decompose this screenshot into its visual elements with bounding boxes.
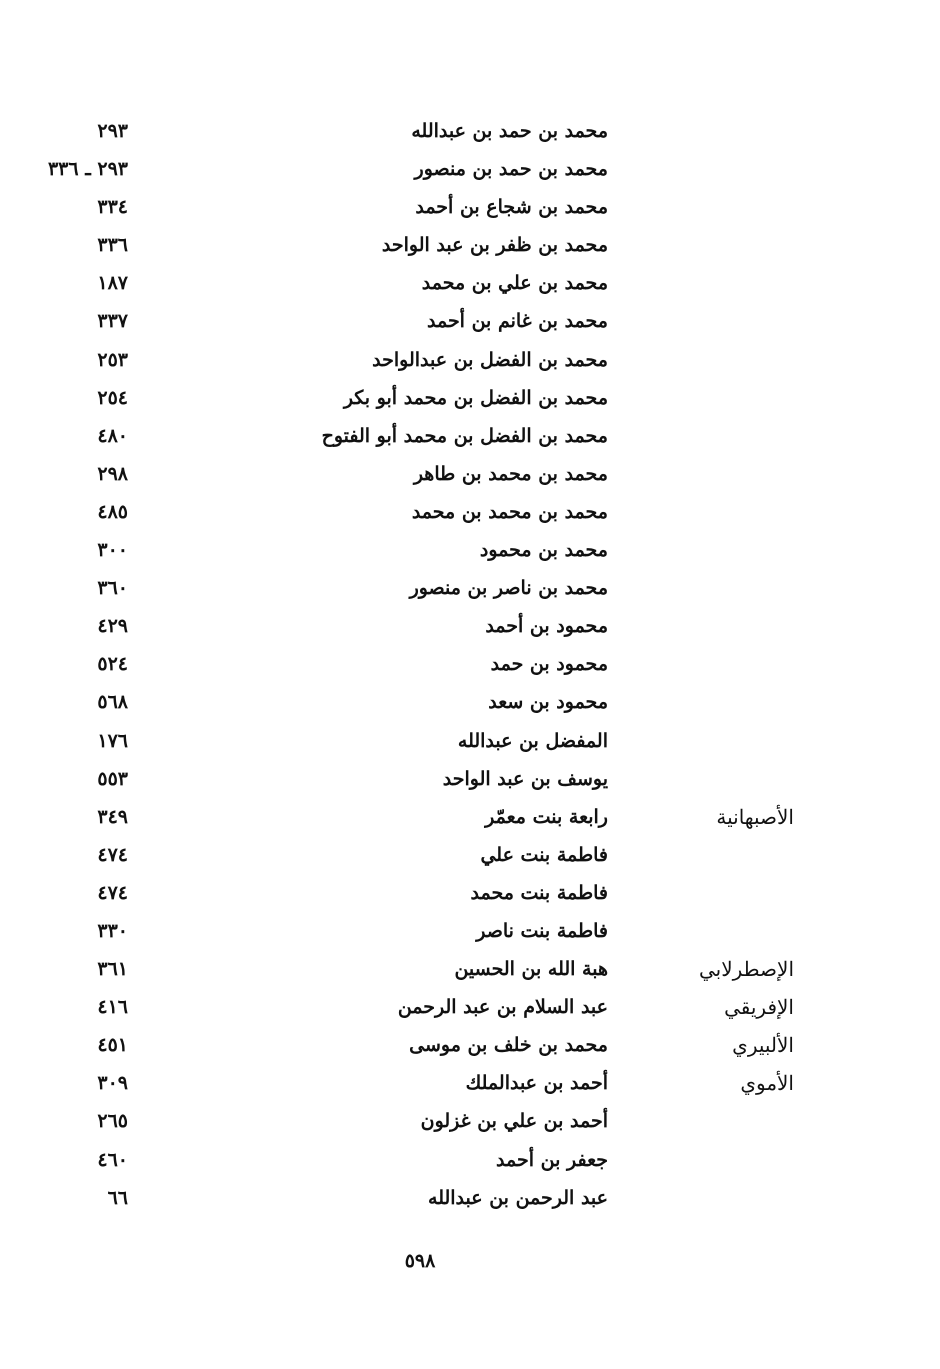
entry-name: عبد السلام بن عبد الرحمن	[397, 996, 608, 1019]
index-entry	[0, 569, 940, 607]
entry-page-refs: ٣٦١	[97, 958, 128, 981]
entry-page-refs: ٥٦٨	[97, 691, 128, 714]
entry-page-refs: ٤١٦	[97, 996, 128, 1019]
index-entry	[0, 302, 940, 340]
entry-nisba	[644, 341, 794, 379]
entry-page-refs: ٤٨٥	[97, 500, 128, 523]
entry-nisba	[644, 1141, 794, 1179]
index-entry	[0, 226, 940, 264]
entry-page-refs: ٣٤٩	[97, 805, 128, 828]
entry-page-refs: ٥٢٤	[97, 653, 128, 676]
index-entry	[0, 912, 940, 950]
entry-nisba	[644, 645, 794, 683]
entry-nisba	[644, 912, 794, 950]
entry-name: أحمد بن علي بن غزلون	[420, 1110, 608, 1133]
entry-page-refs: ٢٩٨	[97, 462, 128, 485]
index-entry	[0, 722, 940, 760]
entry-page-refs: ٣٣٠	[97, 919, 128, 942]
entry-page-refs: ٢٩٣ ـ ٣٣٦	[47, 158, 128, 181]
entry-name: محمد بن محمود	[479, 539, 608, 562]
index-entry	[0, 760, 940, 798]
index-entry	[0, 1064, 940, 1102]
entry-name: محمد بن علي بن محمد	[421, 272, 608, 295]
index-entry	[0, 836, 940, 874]
entry-page-refs: ٣٣٧	[97, 310, 128, 333]
entry-nisba	[644, 683, 794, 721]
index-entry	[0, 988, 940, 1026]
entry-nisba	[644, 493, 794, 531]
entry-name: محمد بن شجاع بن أحمد	[415, 196, 608, 219]
entry-nisba	[644, 569, 794, 607]
entry-name: فاطمة بنت علي	[480, 843, 608, 866]
entry-name: رابعة بنت معمّر	[485, 805, 608, 828]
index-entry	[0, 455, 940, 493]
index-entry	[0, 645, 940, 683]
entry-nisba	[644, 150, 794, 188]
entry-name: محمد بن حمد بن منصور	[414, 158, 608, 181]
entry-page-refs: ١٧٦	[97, 729, 128, 752]
entry-name: محمد بن ناصر بن منصور	[409, 577, 608, 600]
entry-nisba	[644, 417, 794, 455]
index-entry	[0, 683, 940, 721]
entry-nisba	[644, 112, 794, 150]
entry-page-refs: ٢٦٥	[97, 1110, 128, 1133]
entry-page-refs: ٢٩٣	[97, 120, 128, 142]
entry-nisba	[644, 607, 794, 645]
index-entries	[0, 112, 940, 1217]
index-entry	[0, 1026, 940, 1064]
index-entry	[0, 493, 940, 531]
index-entry	[0, 874, 940, 912]
entry-page-refs: ٤٥١	[97, 1034, 128, 1057]
index-entry	[0, 531, 940, 569]
entry-page-refs: ٣٣٦	[97, 234, 128, 257]
index-entry	[0, 150, 940, 188]
entry-page-refs: ٤٧٤	[97, 843, 128, 866]
entry-name: المفضل بن عبدالله	[457, 729, 608, 752]
entry-nisba	[644, 760, 794, 798]
entry-name: عبد الرحمن بن عبدالله	[428, 1186, 608, 1209]
entry-name: جعفر بن أحمد	[496, 1148, 608, 1171]
index-entry	[0, 188, 940, 226]
entry-page-refs: ٦٦	[107, 1186, 128, 1209]
index-entry	[0, 112, 940, 150]
entry-nisba: الأموي	[740, 1071, 794, 1096]
entry-name: محمود بن أحمد	[485, 615, 608, 638]
entry-nisba	[644, 1102, 794, 1140]
entry-page-refs: ٤٨٠	[97, 424, 128, 447]
entry-nisba	[644, 379, 794, 417]
index-entry	[0, 1102, 940, 1140]
entry-page-refs: ٥٥٣	[97, 767, 128, 790]
entry-name: يوسف بن عبد الواحد	[442, 767, 608, 790]
entry-name: محمد بن خلف بن موسى	[409, 1034, 608, 1057]
entry-nisba	[644, 836, 794, 874]
entry-nisba	[644, 264, 794, 302]
entry-name: محمد بن ظفر بن عبد الواحد	[381, 234, 608, 257]
entry-page-refs: ٣٠٩	[97, 1072, 128, 1095]
entry-name: محمد بن الفضل بن عبدالواحد	[372, 348, 608, 371]
entry-page-refs: ٤٦٠	[97, 1148, 128, 1171]
entry-nisba: الألبيري	[732, 1033, 794, 1058]
index-entry	[0, 264, 940, 302]
entry-nisba	[644, 188, 794, 226]
page-number: ٥٩٨	[404, 1250, 436, 1272]
entry-nisba	[644, 874, 794, 912]
entry-name: محمد بن الفضل بن محمد أبو الفتوح	[321, 424, 608, 447]
index-entry	[0, 798, 940, 836]
entry-nisba	[644, 1179, 794, 1217]
entry-name: محمد بن الفضل بن محمد أبو بكر	[343, 386, 608, 409]
index-entry	[0, 607, 940, 645]
entry-page-refs: ٢٥٤	[97, 386, 128, 409]
entry-page-refs: ٢٥٣	[97, 348, 128, 371]
entry-nisba	[644, 455, 794, 493]
entry-nisba: الإصطرلابي	[698, 957, 794, 982]
entry-nisba	[644, 226, 794, 264]
entry-name: محمد بن حمد بن عبدالله	[411, 120, 608, 142]
entry-nisba	[644, 302, 794, 340]
entry-name: محمود بن سعد	[488, 691, 608, 714]
entry-name: محمد بن محمد بن محمد	[411, 500, 608, 523]
index-entry	[0, 379, 940, 417]
index-entry	[0, 950, 940, 988]
entry-name: محمد بن غانم بن أحمد	[426, 310, 608, 333]
entry-page-refs: ٣٣٤	[97, 196, 128, 219]
index-entry	[0, 1141, 940, 1179]
entry-page-refs: ٣٦٠	[97, 577, 128, 600]
entry-name: محمد بن محمد بن طاهر	[413, 462, 608, 485]
entry-nisba	[644, 722, 794, 760]
entry-nisba: الإفريقي	[724, 995, 794, 1020]
entry-nisba	[644, 531, 794, 569]
index-entry	[0, 341, 940, 379]
entry-name: هبة الله بن الحسين	[454, 958, 608, 981]
entry-page-refs: ٣٠٠	[97, 539, 128, 562]
entry-nisba: الأصبهانية	[716, 804, 794, 829]
index-entry	[0, 1179, 940, 1217]
entry-page-refs: ١٨٧	[97, 272, 128, 295]
entry-name: أحمد بن عبدالملك	[465, 1072, 608, 1095]
entry-page-refs: ٤٧٤	[97, 881, 128, 904]
entry-name: محمود بن حمد	[490, 653, 608, 676]
entry-page-refs: ٤٢٩	[97, 615, 128, 638]
entry-name: فاطمة بنت ناصر	[476, 919, 608, 942]
entry-name: فاطمة بنت محمد	[470, 881, 608, 904]
index-entry	[0, 417, 940, 455]
